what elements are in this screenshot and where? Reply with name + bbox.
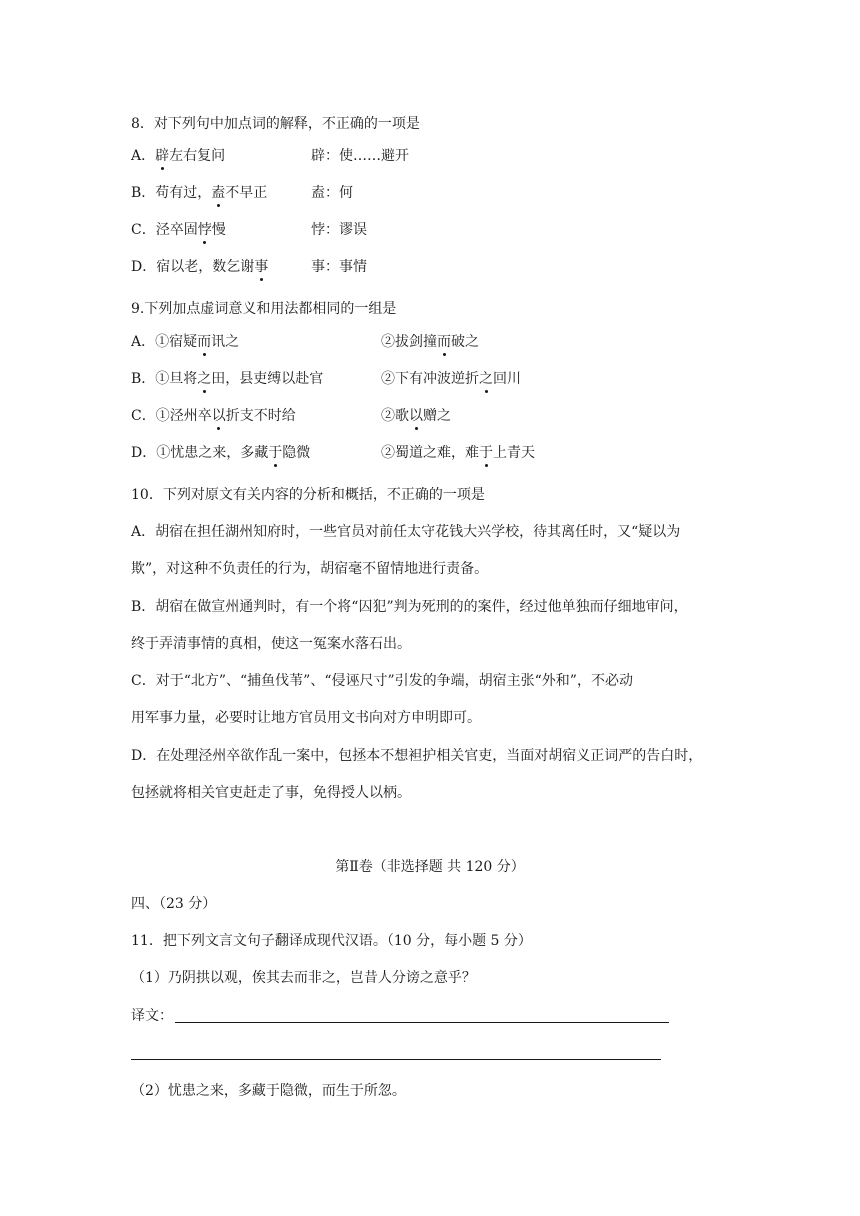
q9-option-a: A．①宿疑而讯之 [131,334,240,350]
emphasis-dot-char: 事 [254,259,269,275]
emphasis-dot-char: 以 [211,408,226,424]
q9-option-a-second: ②拔剑撞而破之 [381,334,479,350]
emphasis-dot-char: 辟 [155,148,170,164]
q9-stem: 9.下列加点虚词意义和用法都相同的一组是 [131,301,397,317]
q9-option-b-second: ②下有冲波逆折之回川 [381,371,521,387]
q8-option-b: B．苟有过，盍不早正 [131,185,268,201]
answer-line[interactable] [175,1022,669,1023]
q11-sub1: （1）乃阴拱以观，俟其去而非之，岂昔人分谤之意乎？ [131,970,476,986]
emphasis-dot-char: 之 [479,371,493,387]
emphasis-dot-char: 而 [197,334,212,350]
emphasis-dot-char: 悖 [197,222,212,238]
q8-option-a-explain: 辟：使……避开 [311,148,409,164]
answer-label: 译文： [131,1008,173,1024]
q8-option-d-explain: 事：事情 [311,259,367,275]
q8-option-c: C．泾卒固悖慢 [131,222,226,238]
q10-line: 欺”，对这种不负责任的行为，胡宿毫不留情地进行责备。 [131,561,489,577]
answer-line[interactable] [131,1059,661,1060]
emphasis-dot-char: 于 [479,445,493,461]
emphasis-dot-char: 于 [268,445,283,461]
q9-option-d-second: ②蜀道之难，难于上青天 [381,445,535,461]
q11-sub2: （2）忧患之来，多藏于隐微，而生于所忽。 [131,1083,406,1099]
q10-line: 终于弄清事情的真相，使这一冤案水落石出。 [131,636,411,652]
q10-line: B．胡宿在做宣州通判时，有一个将“囚犯”判为死刑的的案件，经过他单独而仔细地审问， [131,599,688,615]
q10-line: A．胡宿在担任湖州知府时，一些官员对前任太守花钱大兴学校，待其离任时，又“疑以为 [131,524,681,540]
section-title: 第Ⅱ卷（非选择题 共 120 分） [335,859,525,875]
q9-option-d: D．①忧患之来，多藏于隐微 [131,445,311,461]
q10-line: 包拯就将相关官吏赶走了事，免得授人以柄。 [131,785,411,801]
emphasis-dot-char: 而 [437,334,451,350]
q9-option-c: C．①泾州卒以折支不时给 [131,408,296,424]
q8-option-c-explain: 悖：谬误 [311,222,367,238]
q10-line: C．对于“北方”、“捕鱼伐苇”、“侵诬尺寸”引发的争端，胡宿主张“外和”，不必动 [131,673,633,689]
emphasis-dot-char: 之 [197,371,212,387]
q8-stem: 8．对下列句中加点词的解释，不正确的一项是 [131,116,420,132]
q10-stem: 10．下列对原文有关内容的分析和概括，不正确的一项是 [131,487,485,503]
q9-option-c-second: ②歌以赠之 [381,408,451,424]
q8-option-d: D．宿以老，数乞谢事 [131,259,269,275]
q8-option-a: A．辟左右复问 [131,148,226,164]
emphasis-dot-char: 以 [409,408,423,424]
q8-option-b-explain: 盍：何 [311,185,353,201]
part-heading: 四、（23 分） [131,896,217,912]
emphasis-dot-char: 盍 [211,185,226,201]
q11-stem: 11．把下列文言文句子翻译成现代汉语。（10 分，每小题 5 分） [131,933,532,949]
q10-line: D．在处理泾州卒欲作乱一案中，包拯本不想袒护相关官吏，当面对胡宿义正词严的告白时， [131,748,703,764]
q10-line: 用军事力量，必要时让地方官员用文书向对方申明即可。 [131,710,481,726]
q9-option-b: B．①旦将之田，县吏缚以赴官 [131,371,324,387]
